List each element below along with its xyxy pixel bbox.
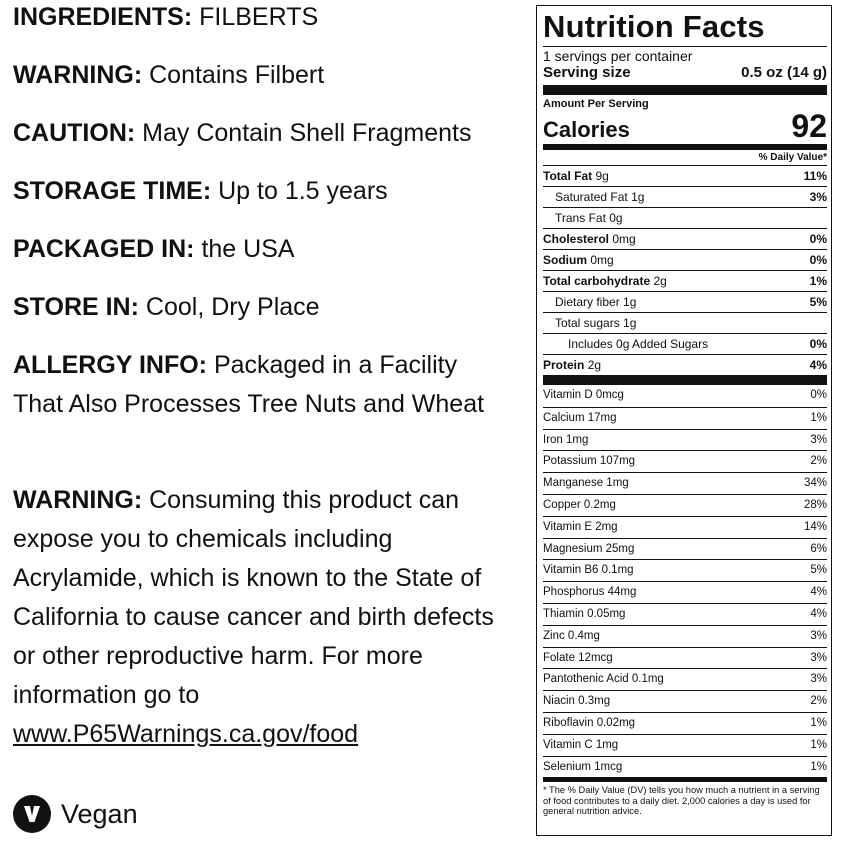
nutrient-amount: 1g (623, 295, 637, 309)
vegan-label: Vegan (61, 798, 138, 829)
nutrient-label: Dietary fiber (555, 295, 620, 309)
vitamin-row (543, 712, 827, 734)
vegan-v-icon (13, 795, 51, 833)
vitamin-label: Iron 1mg (543, 433, 589, 446)
store-in-value: Cool, Dry Place (145, 293, 320, 321)
vitamin-dv: 3% (810, 673, 827, 686)
vitamin-row (543, 668, 827, 690)
vitamin-label: Manganese 1mg (543, 477, 629, 490)
vitamin-label: Selenium 1mcg (543, 760, 623, 773)
warning-value: Contains Filbert (149, 61, 325, 89)
nutrient-row-dietary-fiber (543, 291, 827, 312)
allergy-info-line (13, 346, 513, 424)
nutrient-label: Total Fat (543, 169, 593, 183)
nutrient-dv: 0% (809, 337, 827, 351)
nutrient-dv: 1% (809, 274, 827, 288)
vitamin-label: Phosphorus 44mg (543, 586, 637, 599)
nutrient-amount: 2g (587, 358, 602, 372)
caution-line (13, 114, 533, 153)
vitamin-dv: 1% (810, 411, 827, 424)
vitamin-dv: 4% (810, 586, 827, 599)
vitamin-row (543, 625, 827, 647)
nutrient-dv: 5% (809, 295, 827, 309)
vitamin-row (543, 734, 827, 756)
vitamin-label: Vitamin C 1mg (543, 738, 619, 751)
prop65-warning-label: WARNING: (13, 486, 143, 514)
vitamin-label: Vitamin E 2mg (543, 520, 618, 533)
calories-label: Calories (543, 117, 630, 142)
vitamin-row (543, 429, 827, 451)
nutrient-row-protein (543, 354, 827, 375)
vitamin-dv: 5% (810, 564, 827, 577)
nutrient-label: Trans Fat (555, 211, 606, 225)
ingredients-value: FILBERTS (199, 3, 319, 31)
nutrient-dv: 0% (809, 232, 827, 246)
vitamin-dv: 2% (810, 455, 827, 468)
vegan-badge (13, 795, 138, 833)
nutrient-row-total-fat (543, 165, 827, 186)
vitamin-dv: 28% (803, 498, 827, 511)
caution-value: May Contain Shell Fragments (142, 119, 472, 147)
vitamin-label: Copper 0.2mg (543, 498, 616, 511)
prop65-warning (13, 481, 513, 754)
calories-row (543, 110, 827, 142)
storage-time-value: Up to 1.5 years (218, 177, 388, 205)
nutrient-amount: 1g (623, 316, 637, 330)
vitamin-row (543, 538, 827, 560)
packaged-in-label: PACKAGED IN: (13, 235, 195, 263)
warning-allergen-line (13, 56, 513, 95)
vitamin-row (543, 581, 827, 603)
vitamin-label: Vitamin B6 0.1mg (543, 564, 634, 577)
ingredients-line (13, 0, 513, 37)
vitamin-dv: 6% (810, 542, 827, 555)
store-in-label: STORE IN: (13, 293, 139, 321)
servings-per-container: 1 servings per container (543, 48, 693, 64)
nutrient-amount: 0mg (590, 253, 614, 267)
vitamin-row (543, 647, 827, 669)
vitamin-row (543, 472, 827, 494)
vitamin-label: Riboflavin 0.02mg (543, 716, 636, 729)
vitamin-label: Vitamin D 0mcg (543, 389, 624, 401)
vitamin-row (543, 690, 827, 712)
daily-value-footnote: * The % Daily Value (DV) tells you how much a nutrient in a serving of food contributes to a daily diet. 2,000 calories a day is used for general nutrition advice. (543, 777, 827, 817)
nutrient-dv: 0% (809, 253, 827, 267)
nutrient-dv: 11% (803, 169, 827, 183)
vitamin-row (543, 494, 827, 516)
vitamin-dv: 34% (803, 477, 827, 490)
vitamin-row (543, 559, 827, 581)
vitamin-label: Magnesium 25mg (543, 542, 635, 555)
vitamin-label: Zinc 0.4mg (543, 629, 600, 642)
calories-value: 92 (791, 108, 827, 144)
nutrient-label: Total carbohydrate (543, 274, 651, 288)
vitamin-dv: 1% (810, 716, 827, 729)
vitamin-row (543, 407, 827, 429)
vitamin-label: Pantothenic Acid 0.1mg (543, 673, 664, 686)
allergy-info-value: Packaged in a Facility That Also Processes Tree Nuts and Wheat (13, 351, 485, 418)
nutrition-facts-title: Nutrition Facts (543, 9, 765, 44)
vitamin-dv: 4% (810, 607, 827, 620)
nutrient-row-total-sugars (543, 312, 827, 333)
vitamin-row (543, 756, 827, 778)
daily-value-header: % Daily Value* (543, 149, 827, 165)
thick-divider (543, 375, 827, 385)
nutrient-row-sodium (543, 249, 827, 270)
vitamin-dv: 3% (810, 433, 827, 446)
p65-warnings-link[interactable]: www.P65Warnings.ca.gov/food (13, 720, 359, 748)
nutrient-amount: 9g (595, 169, 609, 183)
serving-size-row (543, 64, 827, 82)
serving-size-label: Serving size (543, 64, 631, 81)
nutrient-label: Cholesterol (543, 232, 610, 246)
nutrient-amount: 1g (631, 190, 645, 204)
store-in-line (13, 288, 513, 327)
vitamin-dv: 3% (810, 651, 827, 664)
nutrient-list (543, 165, 827, 375)
nutrient-label: Sodium (543, 253, 587, 267)
nutrient-label: Protein (543, 358, 585, 372)
nutrient-label: Saturated Fat (555, 190, 628, 204)
nutrient-dv: 4% (809, 358, 827, 372)
vitamin-label: Calcium 17mg (543, 411, 617, 424)
amount-per-serving: Amount Per Serving (543, 98, 649, 110)
vitamin-dv: 1% (810, 738, 827, 751)
nutrition-facts-panel (536, 5, 832, 836)
storage-time-line (13, 172, 513, 211)
divider (543, 46, 827, 47)
vitamin-dv: 1% (810, 760, 827, 773)
vitamin-mineral-list (543, 385, 827, 777)
nutrient-amount: 0mg (612, 232, 636, 246)
nutrient-row-added-sugars (543, 333, 827, 354)
vitamin-row (543, 450, 827, 472)
warning-label: WARNING: (13, 61, 143, 89)
ingredients-label: INGREDIENTS: (13, 3, 193, 31)
nutrient-amount: 2g (653, 274, 667, 288)
nutrient-row-cholesterol (543, 228, 827, 249)
serving-size-value: 0.5 oz (14 g) (741, 64, 827, 81)
vitamin-dv: 0% (810, 389, 827, 401)
caution-label: CAUTION: (13, 119, 136, 147)
vitamin-dv: 14% (803, 520, 827, 533)
allergy-info-label: ALLERGY INFO: (13, 351, 207, 379)
nutrient-row-total-carbohydrate (543, 270, 827, 291)
vitamin-label: Thiamin 0.05mg (543, 607, 626, 620)
vitamin-row (543, 385, 827, 407)
vitamin-dv: 2% (810, 695, 827, 708)
vitamin-dv: 3% (810, 629, 827, 642)
prop65-warning-text: Consuming this product can expose you to chemicals including Acrylamide, which is known to the State of California to cause cancer and birth defects or other reproductive harm. For more information go to (13, 486, 494, 709)
vitamin-row (543, 603, 827, 625)
nutrient-row-saturated-fat (543, 186, 827, 207)
packaged-in-line (13, 230, 513, 269)
vitamin-row (543, 516, 827, 538)
nutrient-row-trans-fat (543, 207, 827, 228)
vitamin-label: Potassium 107mg (543, 455, 636, 468)
nutrient-amount: 0g (609, 211, 623, 225)
storage-time-label: STORAGE TIME: (13, 177, 212, 205)
vitamin-label: Niacin 0.3mg (543, 695, 611, 708)
nutrient-label: Includes 0g Added Sugars (568, 337, 709, 351)
nutrient-label: Total sugars (555, 316, 620, 330)
vitamin-label: Folate 12mcg (543, 651, 613, 664)
thick-divider (543, 85, 827, 95)
packaged-in-value: the USA (201, 235, 295, 263)
nutrient-dv: 3% (809, 190, 827, 204)
